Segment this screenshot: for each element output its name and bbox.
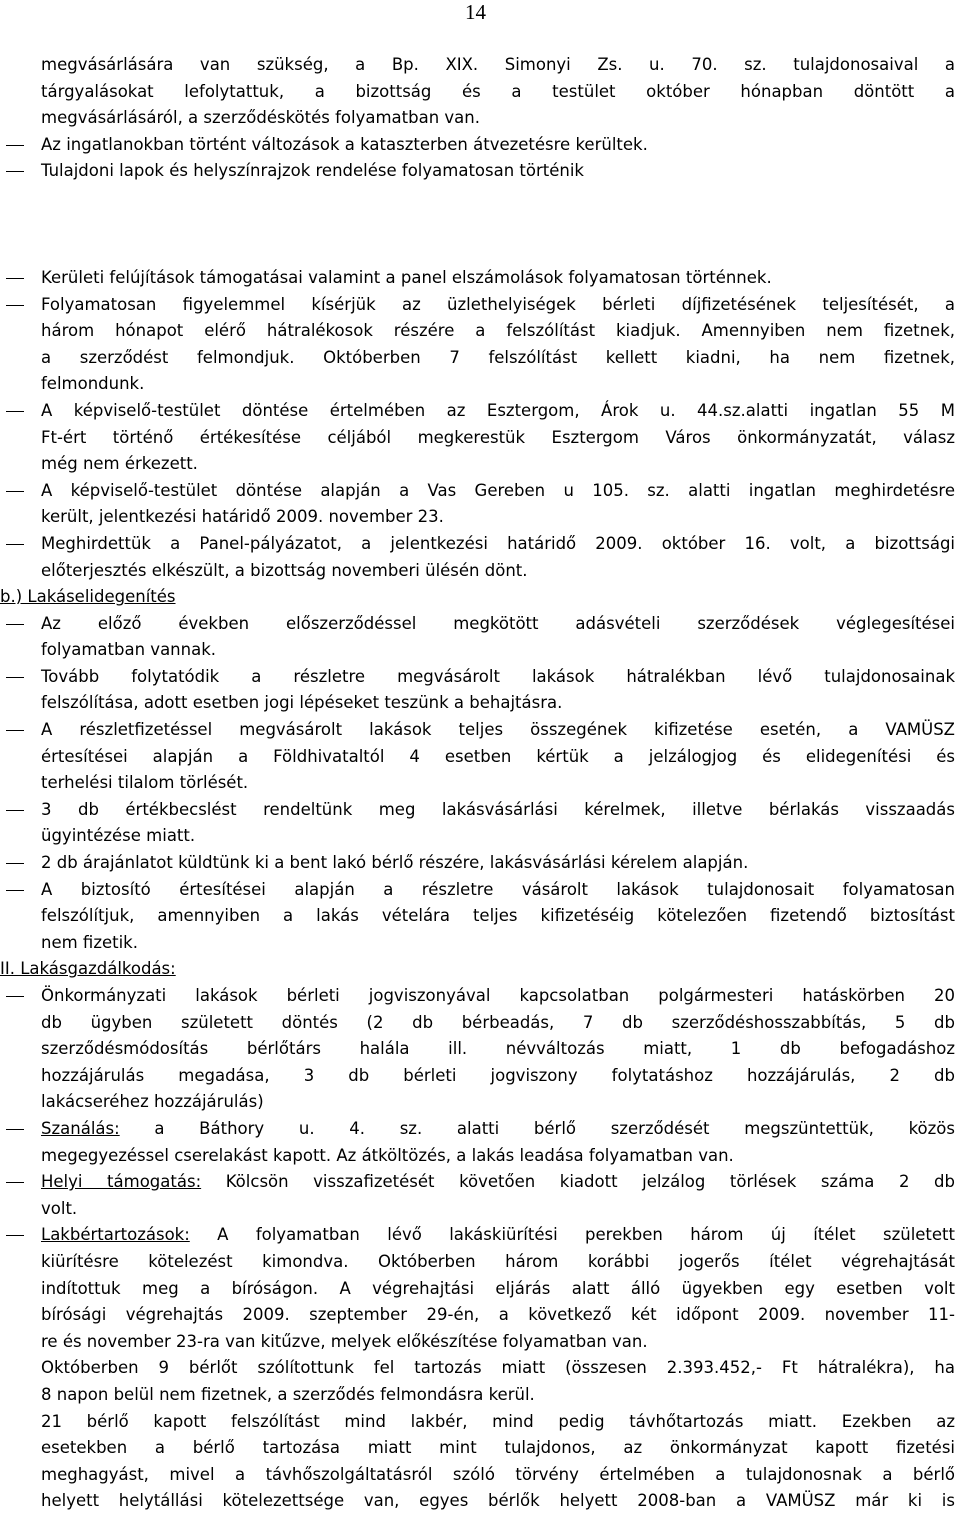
bullet-line (0, 1169, 960, 1196)
line-text: 3 db értékbecslést rendeltünk meg lakásvásárlási kérelmek, illetve bérlakás visszaadás (41, 799, 955, 819)
bullet-line (0, 983, 960, 1010)
line-text: kiürítésre kötelezést kimondva. Októberben három korábbi jogerős ítélet végrehajtását (41, 1251, 955, 1271)
dash-bullet-icon (6, 145, 24, 146)
line-text: felszólítjuk, amennyiben a lakás vételára teljes kifizetéséig kötelezően fizetendő biztosítást (41, 906, 955, 926)
dash-bullet-icon (6, 278, 24, 279)
bullet-line (0, 664, 960, 691)
dash-bullet-icon (6, 1129, 24, 1130)
line-text (41, 1116, 955, 1143)
paragraph-gap (0, 185, 960, 265)
line-text: került, jelentkezési határidő 2009. november 23. (41, 507, 444, 527)
line-text: terhelési tilalom törlését. (41, 773, 249, 793)
text-line (0, 1488, 960, 1515)
text-line (0, 823, 960, 850)
line-text: esetekben a bérlő tartozása miatt mint tulajdonos, az önkormányzat kapott fizetési (41, 1438, 955, 1458)
line-text: tárgyalásokat lefolytattuk, a bizottság és a testület október hónapban döntött a (41, 81, 955, 101)
dash-bullet-icon (6, 411, 24, 412)
text-line (0, 1355, 960, 1382)
text-line (0, 1063, 960, 1090)
text-line (0, 1010, 960, 1037)
dash-bullet-icon (6, 491, 24, 492)
text-line (0, 1409, 960, 1436)
dash-bullet-icon (6, 305, 24, 306)
text-line (0, 1196, 960, 1223)
line-text: megvásárlásáról, a szerződéskötés folyamatban van. (41, 108, 480, 128)
line-text: szerződésmódosítás bérlőtárs halála ill. névváltozás miatt, 1 db befogadáshoz (41, 1039, 955, 1059)
line-text: hozzájárulás megadása, 3 db bérleti jogviszony folytatáshoz hozzájárulás, 2 db (41, 1065, 955, 1085)
item-text: A folyamatban lévő lakáskiürítési perekben három új ítélet született (189, 1225, 955, 1245)
dash-bullet-icon (6, 996, 24, 997)
text-line (0, 903, 960, 930)
line-text: felszólítása, adott esetben jogi lépéseket teszünk a behajtásra. (41, 693, 563, 713)
line-text: megegyezéssel cserelakást kapott. Az átköltözés, a lakás leadása folyamatban van. (41, 1145, 734, 1165)
line-text: Tulajdoni lapok és helyszínrajzok rendelése folyamatosan történik (41, 161, 584, 181)
line-text: Meghirdettük a Panel-pályázatot, a jelentkezési határidő 2009. október 16. volt, a bizottsági (41, 533, 955, 553)
section-heading-text: b.) Lakáselidegenítés (0, 587, 176, 607)
line-text: A képviselő-testület döntése értelmében az Esztergom, Árok u. 44.sz.alatti ingatlan 55 M (41, 400, 955, 420)
dash-bullet-icon (6, 624, 24, 625)
text-line (0, 1276, 960, 1303)
text-line (0, 1302, 960, 1329)
text-line (0, 52, 960, 79)
item-text: a Báthory u. 4. sz. alatti bérlő szerződését megszüntettük, közös (119, 1118, 955, 1138)
bullet-line (0, 398, 960, 425)
dash-bullet-icon (6, 810, 24, 811)
line-text: bírósági végrehajtás 2009. szeptember 29-én, a következő két időpont 2009. november 11- (41, 1305, 955, 1325)
text-line (0, 318, 960, 345)
text-line (0, 1435, 960, 1462)
dash-bullet-icon (6, 863, 24, 864)
bullet-line (0, 158, 960, 185)
text-line (0, 1462, 960, 1489)
dash-bullet-icon (6, 890, 24, 891)
text-line (0, 744, 960, 771)
line-text: Októberben 9 bérlőt szólítottunk fel tartozás miatt (összesen 2.393.452,- Ft hátralékra), ha (41, 1358, 955, 1378)
line-text: ügyintézése miatt. (41, 826, 196, 846)
line-text: megvásárlására van szükség, a Bp. XIX. Simonyi Zs. u. 70. sz. tulajdonosaival a (41, 55, 955, 74)
line-text: meghagyást, mivel a távhőszolgáltatásról szóló törvény értelmében a tulajdonosnak a bérlő (41, 1464, 955, 1484)
line-text: Önkormányzati lakások bérleti jogviszonyával kapcsolatban polgármesteri hatáskörben 20 (41, 986, 955, 1005)
section-heading-text: II. Lakásgazdálkodás: (0, 959, 176, 979)
text-line (0, 1249, 960, 1276)
bullet-line (0, 797, 960, 824)
text-line (0, 79, 960, 106)
page-number: 14 (465, 0, 486, 24)
text-line (0, 504, 960, 531)
section-heading (0, 956, 960, 983)
line-text: nem fizetik. (41, 932, 138, 952)
dash-bullet-icon (6, 1182, 24, 1183)
line-text: felmondunk. (41, 374, 145, 394)
line-text: három hónapot elérő hátralékosok részére a felszólítást kiadjuk. Amennyiben nem fizetnek, (41, 321, 955, 341)
line-text: re és november 23-ra van kitűzve, melyek előkészítése folyamatban van. (41, 1331, 648, 1351)
dash-bullet-icon (6, 171, 24, 172)
line-text: A képviselő-testület döntése alapján a Vas Gereben u 105. sz. alatti ingatlan meghirdetésre (41, 480, 955, 500)
bullet-line (0, 292, 960, 319)
text-line (0, 930, 960, 957)
text-line (0, 690, 960, 717)
text-line (0, 1382, 960, 1409)
line-text: db ügyben született döntés (2 db bérbeadás, 7 db szerződéshosszabbítás, 5 db (41, 1012, 955, 1032)
line-text: lakácseréhez hozzájárulás) (41, 1092, 264, 1112)
line-text: indítottuk meg a bíróságon. A végrehajtási eljárás alatt álló ügyekben egy esetben volt (41, 1278, 955, 1298)
dash-bullet-icon (6, 544, 24, 545)
line-text: A részletfizetéssel megvásárolt lakások teljes összegének kifizetése esetén, a VAMÜSZ (41, 720, 955, 740)
text-line (0, 1143, 960, 1170)
line-text: folyamatban vannak. (41, 640, 217, 660)
section-heading (0, 584, 960, 611)
line-text: még nem érkezett. (41, 454, 198, 474)
line-text: volt. (41, 1198, 78, 1218)
line-text: 2 db árajánlatot küldtünk ki a bent lakó bérlő részére, lakásvásárlási kérelem alapján. (41, 853, 749, 873)
bullet-line (0, 1222, 960, 1249)
text-line (0, 425, 960, 452)
item-text: Kölcsön visszafizetését követően kiadott jelzálog törlések száma 2 db (201, 1172, 955, 1192)
bullet-line (0, 265, 960, 292)
dash-bullet-icon (6, 677, 24, 678)
bullet-line (0, 531, 960, 558)
item-label: Lakbértartozások: (41, 1225, 190, 1245)
line-text: Folyamatosan figyelemmel kísérjük az üzlethelyiségek bérleti díjfizetésének teljesítését, a (41, 294, 955, 314)
line-text: előterjesztés elkészült, a bizottság novemberi ülésén dönt. (41, 560, 528, 580)
bullet-line (0, 850, 960, 877)
dash-bullet-icon (6, 730, 24, 731)
text-line (0, 451, 960, 478)
bullet-line (0, 611, 960, 638)
line-text: Ft-ért történő értékesítése céljából megkerestük Esztergom Város önkormányzatát, válasz (41, 427, 955, 447)
line-text: a szerződést felmondjuk. Októberben 7 felszólítást kellett kiadni, ha nem fizetnek, (41, 347, 955, 367)
text-line (0, 770, 960, 797)
bullet-line (0, 877, 960, 904)
line-text: A biztosító értesítései alapján a részletre vásárolt lakások tulajdonosait folyamatosan (41, 879, 955, 899)
item-label: Helyi támogatás: (41, 1172, 202, 1192)
line-text: 21 bérlő kapott felszólítást mind lakbér, mind pedig távhőtartozás miatt. Ezekben az (41, 1411, 955, 1431)
text-line (0, 371, 960, 398)
line-text: értesítései alapján a Földhivataltól 4 esetben kértük a jelzálogjog és elidegenítési és (41, 746, 955, 766)
line-text: helyett helytállási kötelezettsége van, egyes bérlők helyett 2008-ban a VAMÜSZ már ki is (41, 1491, 955, 1511)
bullet-line (0, 717, 960, 744)
line-text (41, 1222, 955, 1249)
text-line (0, 1036, 960, 1063)
line-text: 8 napon belül nem fizetnek, a szerződés felmondásra kerül. (41, 1384, 535, 1404)
text-line (0, 105, 960, 132)
bullet-line (0, 1116, 960, 1143)
text-line (0, 1329, 960, 1356)
bullet-line (0, 478, 960, 505)
item-label: Szanálás: (41, 1118, 120, 1138)
bullet-line (0, 132, 960, 159)
text-line (0, 637, 960, 664)
line-text: Tovább folytatódik a részletre megvásárolt lakások hátralékban lévő tulajdonosainak (41, 666, 955, 686)
text-line (0, 1089, 960, 1116)
dash-bullet-icon (6, 1235, 24, 1236)
line-text: Az előző években előszerződéssel megkötött adásvételi szerződések véglegesítései (41, 613, 955, 633)
text-line (0, 345, 960, 372)
text-line (0, 558, 960, 585)
document-body (0, 52, 960, 1515)
line-text (41, 1169, 955, 1196)
line-text: Kerületi felújítások támogatásai valamint a panel elszámolások folyamatosan történnek. (41, 267, 772, 287)
line-text: Az ingatlanokban történt változások a kataszterben átvezetésre kerültek. (41, 134, 648, 154)
